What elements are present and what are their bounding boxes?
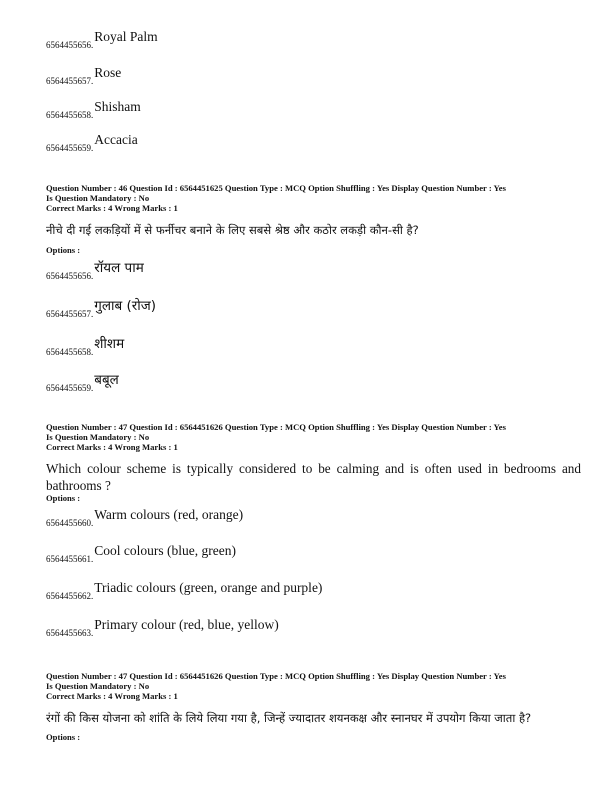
option-royal-palm-hi[interactable] xyxy=(46,260,144,284)
question-header xyxy=(46,183,576,213)
options-label: Options : xyxy=(46,732,81,742)
option-number: 6564455659. xyxy=(46,143,94,153)
option-shisham[interactable] xyxy=(46,99,141,123)
option-warm-colours[interactable] xyxy=(46,507,244,531)
option-text: Rose xyxy=(94,65,122,80)
option-number: 6564455658. xyxy=(46,110,94,120)
option-number: 6564455660. xyxy=(46,518,94,528)
option-text: Shisham xyxy=(94,99,141,114)
question-meta-line: Question Number : 46 Question Id : 6564451625 Question Type : MCQ Option Shuffling : Yes Display Question Number : Yes xyxy=(46,183,506,193)
question-mandatory-line: Is Question Mandatory : No xyxy=(46,432,150,442)
option-accacia[interactable] xyxy=(46,132,138,156)
option-text: Royal Palm xyxy=(94,29,158,44)
option-text: Triadic colours (green, orange and purple) xyxy=(94,580,323,595)
option-text: बबूल xyxy=(94,372,119,388)
question-meta-line: Question Number : 47 Question Id : 6564451626 Question Type : MCQ Option Shuffling : Yes Display Question Number : Yes xyxy=(46,671,506,681)
question-marks-line: Correct Marks : 4 Wrong Marks : 1 xyxy=(46,203,178,213)
option-text: Accacia xyxy=(94,132,138,147)
question-marks-line: Correct Marks : 4 Wrong Marks : 1 xyxy=(46,691,178,701)
option-number: 6564455658. xyxy=(46,347,94,357)
option-number: 6564455661. xyxy=(46,554,94,564)
option-rose-hi[interactable] xyxy=(46,298,157,322)
option-text: Primary colour (red, blue, yellow) xyxy=(94,617,279,632)
question-text: नीचे दी गई लकड़ियों में से फर्नीचर बनाने के लिए सबसे श्रेष्ठ और कठोर लकड़ी कौन-सी है? xyxy=(46,223,419,237)
option-royal-palm[interactable] xyxy=(46,29,158,53)
question-meta-line: Question Number : 47 Question Id : 6564451626 Question Type : MCQ Option Shuffling : Yes Display Question Number : Yes xyxy=(46,422,506,432)
option-babool-hi[interactable] xyxy=(46,372,119,396)
question-mandatory-line: Is Question Mandatory : No xyxy=(46,193,150,203)
question-header xyxy=(46,422,576,452)
option-triadic-colours[interactable] xyxy=(46,580,323,604)
option-number: 6564455657. xyxy=(46,309,94,319)
option-number: 6564455659. xyxy=(46,383,94,393)
question-mandatory-line: Is Question Mandatory : No xyxy=(46,681,150,691)
option-text: Cool colours (blue, green) xyxy=(94,543,236,558)
option-number: 6564455656. xyxy=(46,40,94,50)
question-header xyxy=(46,671,576,701)
option-rose[interactable] xyxy=(46,65,122,89)
options-label: Options : xyxy=(46,493,81,503)
option-text: रॉयल पाम xyxy=(94,260,144,276)
option-number: 6564455657. xyxy=(46,76,94,86)
option-primary-colour[interactable] xyxy=(46,617,279,641)
option-text: Warm colours (red, orange) xyxy=(94,507,244,522)
option-cool-colours[interactable] xyxy=(46,543,236,567)
option-shisham-hi[interactable] xyxy=(46,336,125,360)
question-text: रंगों की किस योजना को शांति के लिये लिया गया है, जिन्हें ज्यादातर शयनकक्ष और स्नानघर में उपयोग किया जाता है? xyxy=(46,711,532,725)
option-text: शीशम xyxy=(94,336,125,352)
question-marks-line: Correct Marks : 4 Wrong Marks : 1 xyxy=(46,442,178,452)
option-number: 6564455663. xyxy=(46,628,94,638)
question-text: Which colour scheme is typically considered to be calming and is often used in bedrooms and bathrooms ? xyxy=(46,461,581,493)
option-text: गुलाब (रोज) xyxy=(94,298,157,314)
option-number: 6564455662. xyxy=(46,591,94,601)
option-number: 6564455656. xyxy=(46,271,94,281)
options-label: Options : xyxy=(46,245,81,255)
